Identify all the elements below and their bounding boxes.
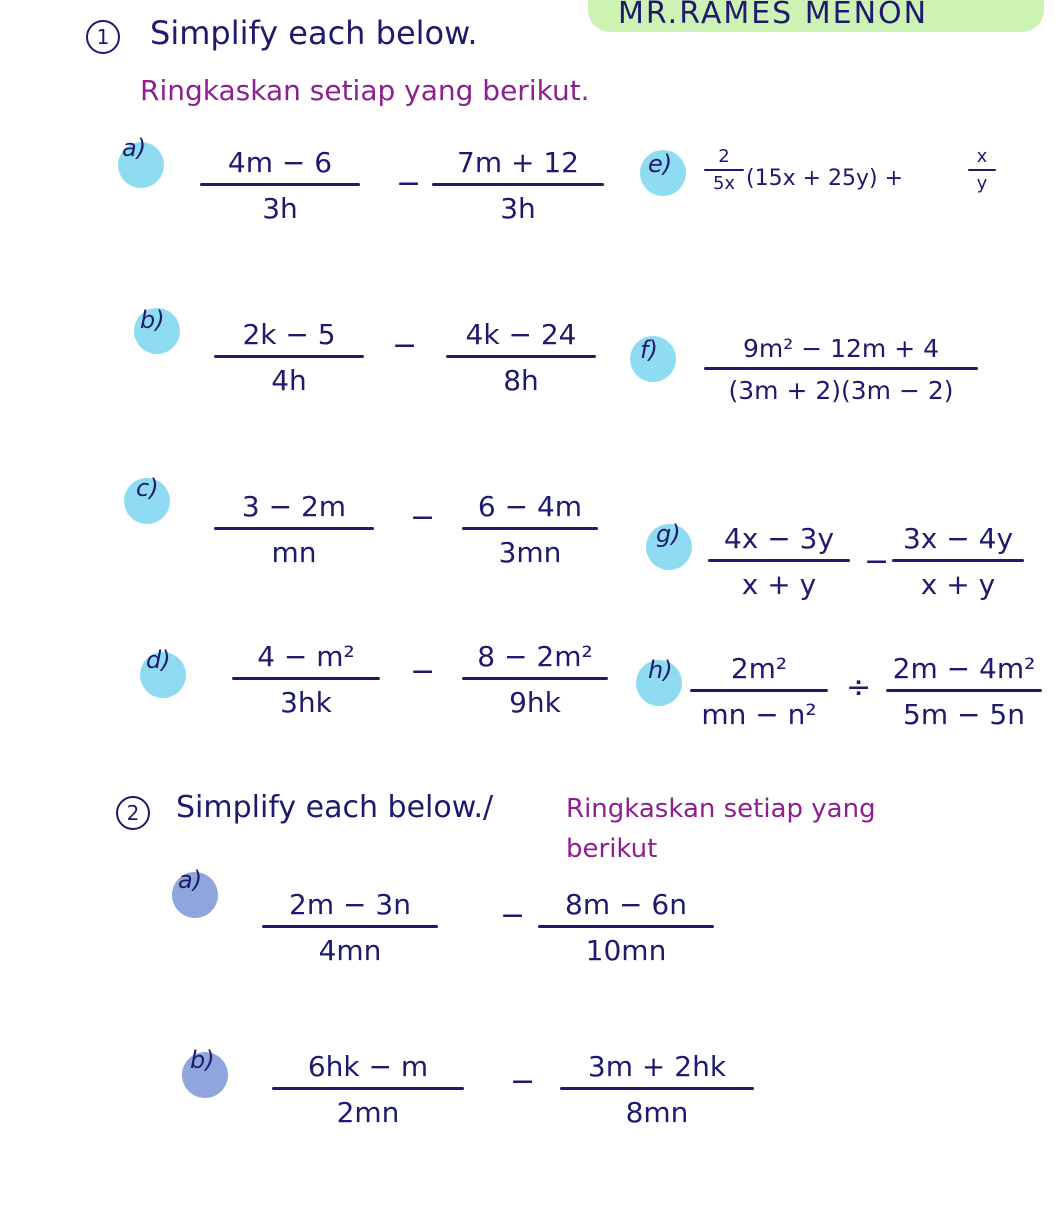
numerator: 4k − 24 — [465, 318, 577, 351]
question-2b-fraction-2 — [560, 1050, 754, 1129]
section-2-number: 2 — [116, 796, 150, 830]
question-1h-label: h) — [648, 656, 673, 684]
numerator: 3m + 2hk — [587, 1050, 727, 1083]
numerator: 4 − m² — [257, 640, 355, 673]
question-1a-fraction-2 — [432, 146, 604, 225]
question-1c-operator: − — [410, 500, 436, 535]
question-2a-label: a) — [178, 866, 203, 894]
numerator: 2k − 5 — [242, 318, 336, 351]
denominator: (3m + 2)(3m − 2) — [728, 376, 954, 405]
denominator: y — [976, 173, 988, 194]
numerator: 3 − 2m — [241, 490, 347, 523]
question-1d-label: d) — [146, 646, 171, 674]
question-1a-operator: − — [396, 166, 422, 201]
numerator: 8m − 6n — [565, 888, 687, 921]
denominator: 4mn — [318, 934, 382, 967]
question-1d-fraction-1 — [232, 640, 380, 719]
denominator: 3hk — [280, 686, 332, 719]
section-2-heading: Simplify each below./ — [176, 790, 494, 825]
numerator: 2m − 4m² — [892, 652, 1036, 685]
denominator: 9hk — [509, 686, 561, 719]
denominator: 5x — [712, 173, 736, 194]
question-1b-operator: − — [392, 328, 418, 363]
question-1a-label: a) — [122, 134, 147, 162]
denominator: 3h — [500, 192, 536, 225]
denominator: mn — [271, 536, 317, 569]
denominator: 8h — [503, 364, 539, 397]
section-1-heading: Simplify each below. — [150, 14, 478, 52]
denominator: 2mn — [336, 1096, 400, 1129]
section-1-subheading: Ringkaskan setiap yang berikut. — [140, 74, 590, 107]
numerator: 2m − 3n — [289, 888, 411, 921]
denominator: 4h — [271, 364, 307, 397]
numerator: 9m² − 12m + 4 — [742, 334, 940, 363]
numerator: 4m − 6 — [227, 146, 333, 179]
denominator: 3mn — [498, 536, 562, 569]
question-1c-fraction-2 — [462, 490, 598, 569]
question-1b-fraction-2 — [446, 318, 596, 397]
numerator: 4x − 3y — [723, 522, 835, 555]
question-1e-fraction-1 — [704, 146, 744, 194]
section-2-subheading-line-2: berikut — [566, 834, 658, 864]
question-1d-fraction-2 — [462, 640, 608, 719]
question-1b-label: b) — [140, 306, 165, 334]
question-1b-fraction-1 — [214, 318, 364, 397]
denominator: x + y — [741, 568, 817, 601]
section-1-number: 1 — [86, 20, 120, 54]
question-1c-fraction-1 — [214, 490, 374, 569]
denominator: 8mn — [625, 1096, 689, 1129]
question-1e-label: e) — [648, 150, 673, 178]
question-1c-label: c) — [136, 474, 159, 502]
denominator: mn − n² — [701, 698, 817, 731]
question-1d-operator: − — [410, 654, 436, 689]
denominator: 3h — [262, 192, 298, 225]
question-2a-fraction-1 — [262, 888, 438, 967]
question-2a-fraction-2 — [538, 888, 714, 967]
question-2b-label: b) — [190, 1046, 215, 1074]
author-name: MR.RAMES MENON — [618, 0, 929, 31]
question-2a-operator: − — [500, 898, 526, 933]
question-1e-expression: (15x + 25y) + — [746, 166, 904, 191]
numerator: 6 − 4m — [477, 490, 583, 523]
question-1h-fraction-2 — [886, 652, 1042, 731]
numerator: x — [976, 146, 988, 167]
question-2b-fraction-1 — [272, 1050, 464, 1129]
denominator: 5m − 5n — [903, 698, 1025, 731]
question-1e-fraction-2 — [968, 146, 996, 194]
denominator: 10mn — [585, 934, 667, 967]
numerator: 3x − 4y — [902, 522, 1014, 555]
numerator: 2 — [718, 146, 730, 167]
question-2b-operator: − — [510, 1064, 536, 1099]
question-1a-fraction-1 — [200, 146, 360, 225]
question-1f-fraction — [704, 334, 978, 405]
question-1g-fraction-2 — [892, 522, 1024, 601]
numerator: 8 − 2m² — [477, 640, 593, 673]
question-1g-operator: − — [864, 544, 890, 579]
denominator: x + y — [920, 568, 996, 601]
question-1g-label: g) — [656, 520, 681, 548]
section-2-subheading-line-1: Ringkaskan setiap yang — [566, 794, 876, 824]
question-1h-fraction-1 — [690, 652, 828, 731]
numerator: 6hk − m — [307, 1050, 429, 1083]
question-1g-fraction-1 — [708, 522, 850, 601]
question-1f-label: f) — [640, 336, 658, 364]
numerator: 7m + 12 — [457, 146, 579, 179]
question-1h-operator: ÷ — [846, 670, 872, 705]
numerator: 2m² — [730, 652, 788, 685]
